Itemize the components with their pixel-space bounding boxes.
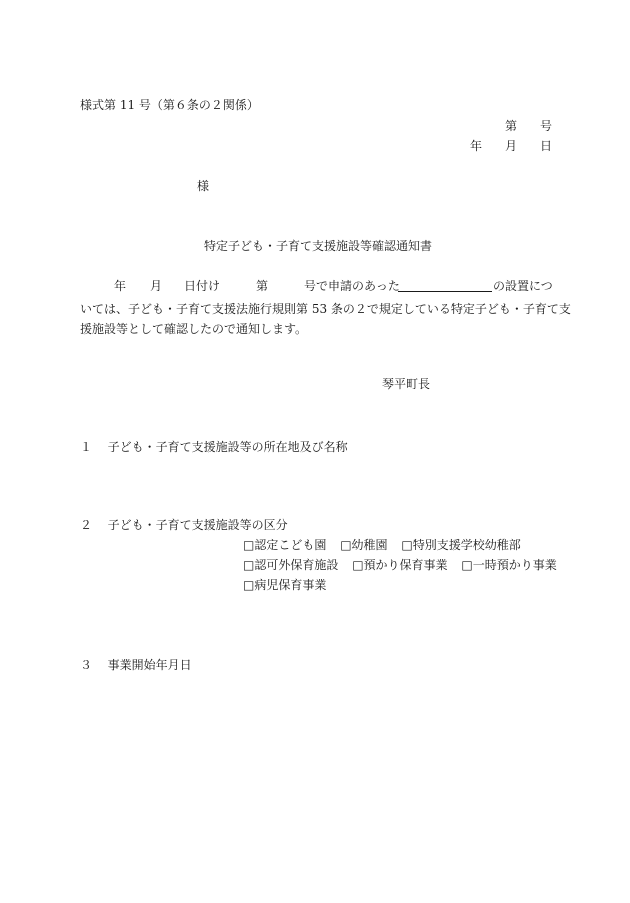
checkbox-icon[interactable]: □ xyxy=(461,558,473,572)
item-3-label: 事業開始年月日 xyxy=(107,658,192,672)
body-application: 号で申請のあった xyxy=(304,279,400,293)
doc-number-go: 号 xyxy=(540,119,553,133)
body-dai: 第 xyxy=(256,279,269,293)
body-dated: 日付け xyxy=(184,279,221,293)
checkbox-icon[interactable]: □ xyxy=(340,538,352,552)
option-azukari-hoiku[interactable]: □預かり保育事業 xyxy=(352,558,448,572)
checkbox-icon[interactable]: □ xyxy=(243,538,255,552)
category-option-row-1 xyxy=(243,539,531,551)
date-day: 日 xyxy=(540,139,553,153)
item-2 xyxy=(80,519,288,531)
item-3-number: ３ xyxy=(80,658,93,672)
item-3 xyxy=(80,659,192,671)
category-option-row-3 xyxy=(243,579,336,591)
date-year: 年 xyxy=(470,139,483,153)
document-title: 特定子ども・子育て支援施設等確認通知書 xyxy=(204,239,433,253)
body-year: 年 xyxy=(114,279,127,293)
option-tokubetsu-shien[interactable]: □特別支援学校幼稚部 xyxy=(401,538,521,552)
item-2-label: 子ども・子育て支援施設等の区分 xyxy=(107,518,288,532)
option-ichiji-azukari[interactable]: □一時預かり事業 xyxy=(461,558,557,572)
option-ninkagai-hoiku[interactable]: □認可外保育施設 xyxy=(243,558,339,572)
category-option-row-2 xyxy=(243,559,567,571)
item-2-number: ２ xyxy=(80,518,93,532)
issuer-name: 琴平町長 xyxy=(382,377,431,391)
checkbox-icon[interactable]: □ xyxy=(243,558,255,572)
date-month: 月 xyxy=(505,139,518,153)
facility-name-blank xyxy=(398,280,493,294)
body-line-3: 援施設等として確認したので通知します。 xyxy=(80,322,308,336)
checkbox-icon[interactable]: □ xyxy=(352,558,364,572)
checkbox-icon[interactable]: □ xyxy=(243,578,255,592)
addressee-suffix: 様 xyxy=(197,179,210,193)
body-tail: の設置につ xyxy=(493,279,553,293)
body-month: 月 xyxy=(150,279,163,293)
form-number: 様式第 11 号（第６条の２関係） xyxy=(80,98,259,112)
doc-number-dai: 第 xyxy=(505,119,518,133)
option-byoji-hoiku[interactable]: □病児保育事業 xyxy=(243,578,327,592)
item-1-number: １ xyxy=(80,440,93,454)
item-1 xyxy=(80,441,348,453)
body-line-2: いては、子ども・子育て支援法施行規則第 53 条の２で規定している特定子ども・子育て支 xyxy=(80,302,571,316)
item-1-label: 子ども・子育て支援施設等の所在地及び名称 xyxy=(107,440,348,454)
option-yochien[interactable]: □幼稚園 xyxy=(340,538,388,552)
option-nintei-kodomoen[interactable]: □認定こども園 xyxy=(243,538,327,552)
checkbox-icon[interactable]: □ xyxy=(401,538,413,552)
